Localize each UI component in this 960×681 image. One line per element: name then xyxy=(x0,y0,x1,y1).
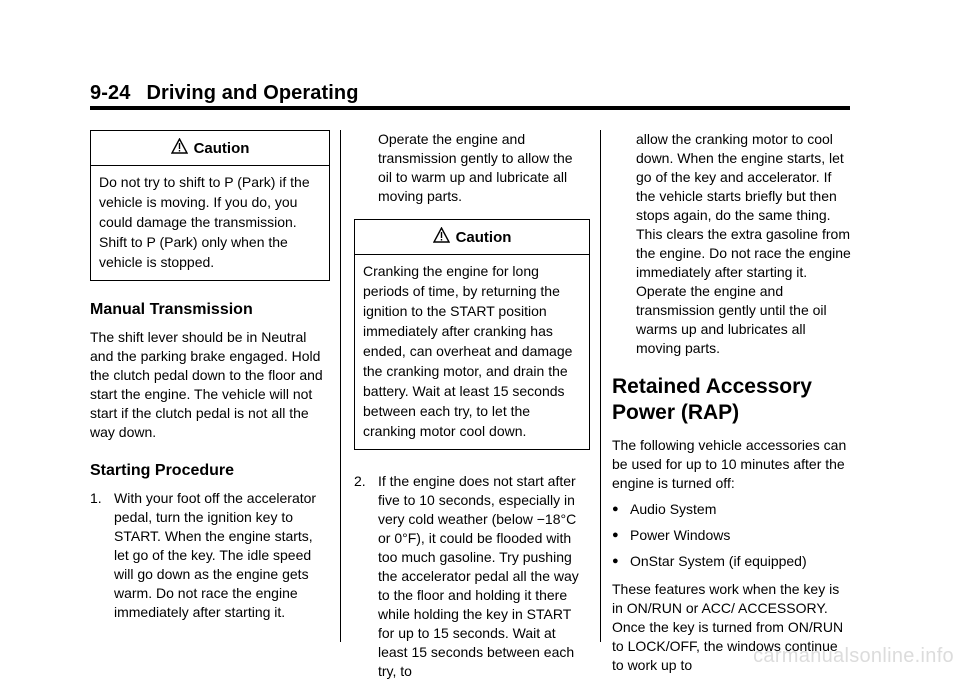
manual-transmission-paragraph: The shift lever should be in Neutral and the parking brake engaged. Hold the clutch pedal down to the floor and start the engine. The vehicle will not start if the clutch pedal is not all the way down. xyxy=(90,329,323,440)
column-divider xyxy=(600,130,601,642)
watermark: carmanualsonline.info xyxy=(753,645,954,667)
header-rule xyxy=(90,106,850,110)
caution-box xyxy=(90,130,330,281)
heading-line-2: Power (RAP) xyxy=(612,401,740,424)
column-2-paragraph: Operate the engine and transmission gently to allow the oil to warm up and lubricate all moving parts. xyxy=(378,131,573,204)
heading-line-1: Retained Accessory xyxy=(612,375,812,398)
list-item xyxy=(612,526,852,545)
list-item xyxy=(612,500,852,519)
heading-manual-transmission: Manual Transmission xyxy=(90,301,253,318)
step-1-text: With your foot off the accelerator pedal, turn the ignition key to START. When the engine starts, let go of the key. The idle speed will go down as the engine gets warm. Do not race the engine immediately after starting it. xyxy=(114,490,317,620)
step-1-number: 1. xyxy=(90,490,102,506)
list-item-text: OnStar System (if equipped) xyxy=(630,553,807,569)
warning-icon xyxy=(433,227,450,247)
caution-title: Caution xyxy=(455,228,512,246)
caution-body: Do not try to shift to P (Park) if the vehicle is moving. If you do, you could damage the transmission. Shift to P (Park) only when the vehicle is stopped. xyxy=(99,174,310,270)
column-3 xyxy=(612,130,852,675)
caution-header xyxy=(91,131,329,166)
list-item-text: Audio System xyxy=(630,501,717,517)
heading-starting-procedure: Starting Procedure xyxy=(90,462,235,479)
caution-title: Caution xyxy=(193,139,250,157)
column-divider xyxy=(340,130,341,642)
warning-icon xyxy=(171,138,188,158)
caution-box xyxy=(354,219,590,450)
page-header xyxy=(90,82,359,105)
step-2 xyxy=(354,472,586,681)
column-3-paragraph: allow the cranking motor to cool down. When the engine starts, let go of the key and accelerator. If the vehicle starts briefly but then stops again, do the same thing. This clears the extra gasoline from the engine. Do not race the engine immediately after starting it. Operate the engine and transmission gently until the oil warms up and lubricates all moving parts. xyxy=(636,131,851,356)
step-1 xyxy=(90,489,330,622)
caution-body: Cranking the engine for long periods of time, by returning the ignition to the START position immediately after cranking has ended, can overheat and damage the cranking motor, and drain the battery. Wait at least 15 seconds between each try, to let the cranking motor cool down. xyxy=(363,263,573,439)
caution-header xyxy=(355,220,589,255)
features-paragraph: These features work when the key is in ON/RUN or ACC/ ACCESSORY. Once the key is turned from ON/RUN to LOCK/OFF, the windows continue to work up to xyxy=(612,581,844,673)
bullet-icon: ● xyxy=(612,503,619,515)
rap-paragraph: The following vehicle accessories can be used for up to 10 minutes after the engine is turned off: xyxy=(612,437,847,491)
step-2-text: If the engine does not start after five to 10 seconds, especially in very cold weather (below −18°C or 0°F), it could be flooded with too much gasoline. Try pushing the accelerator pedal all the way to the floor and holding it there while holding the key in START for up to 15 seconds. Wait at least 15 seconds between each try, to xyxy=(378,473,579,679)
column-2 xyxy=(354,130,586,681)
section-title: Driving and Operating xyxy=(146,82,359,104)
step-2-number: 2. xyxy=(354,473,366,489)
list-item xyxy=(612,552,852,571)
heading-retained-accessory-power xyxy=(612,374,852,426)
bullet-icon: ● xyxy=(612,529,619,541)
list-item-text: Power Windows xyxy=(630,527,731,543)
page-number: 9-24 xyxy=(90,82,131,104)
column-1 xyxy=(90,130,330,622)
bullet-icon: ● xyxy=(612,555,619,567)
